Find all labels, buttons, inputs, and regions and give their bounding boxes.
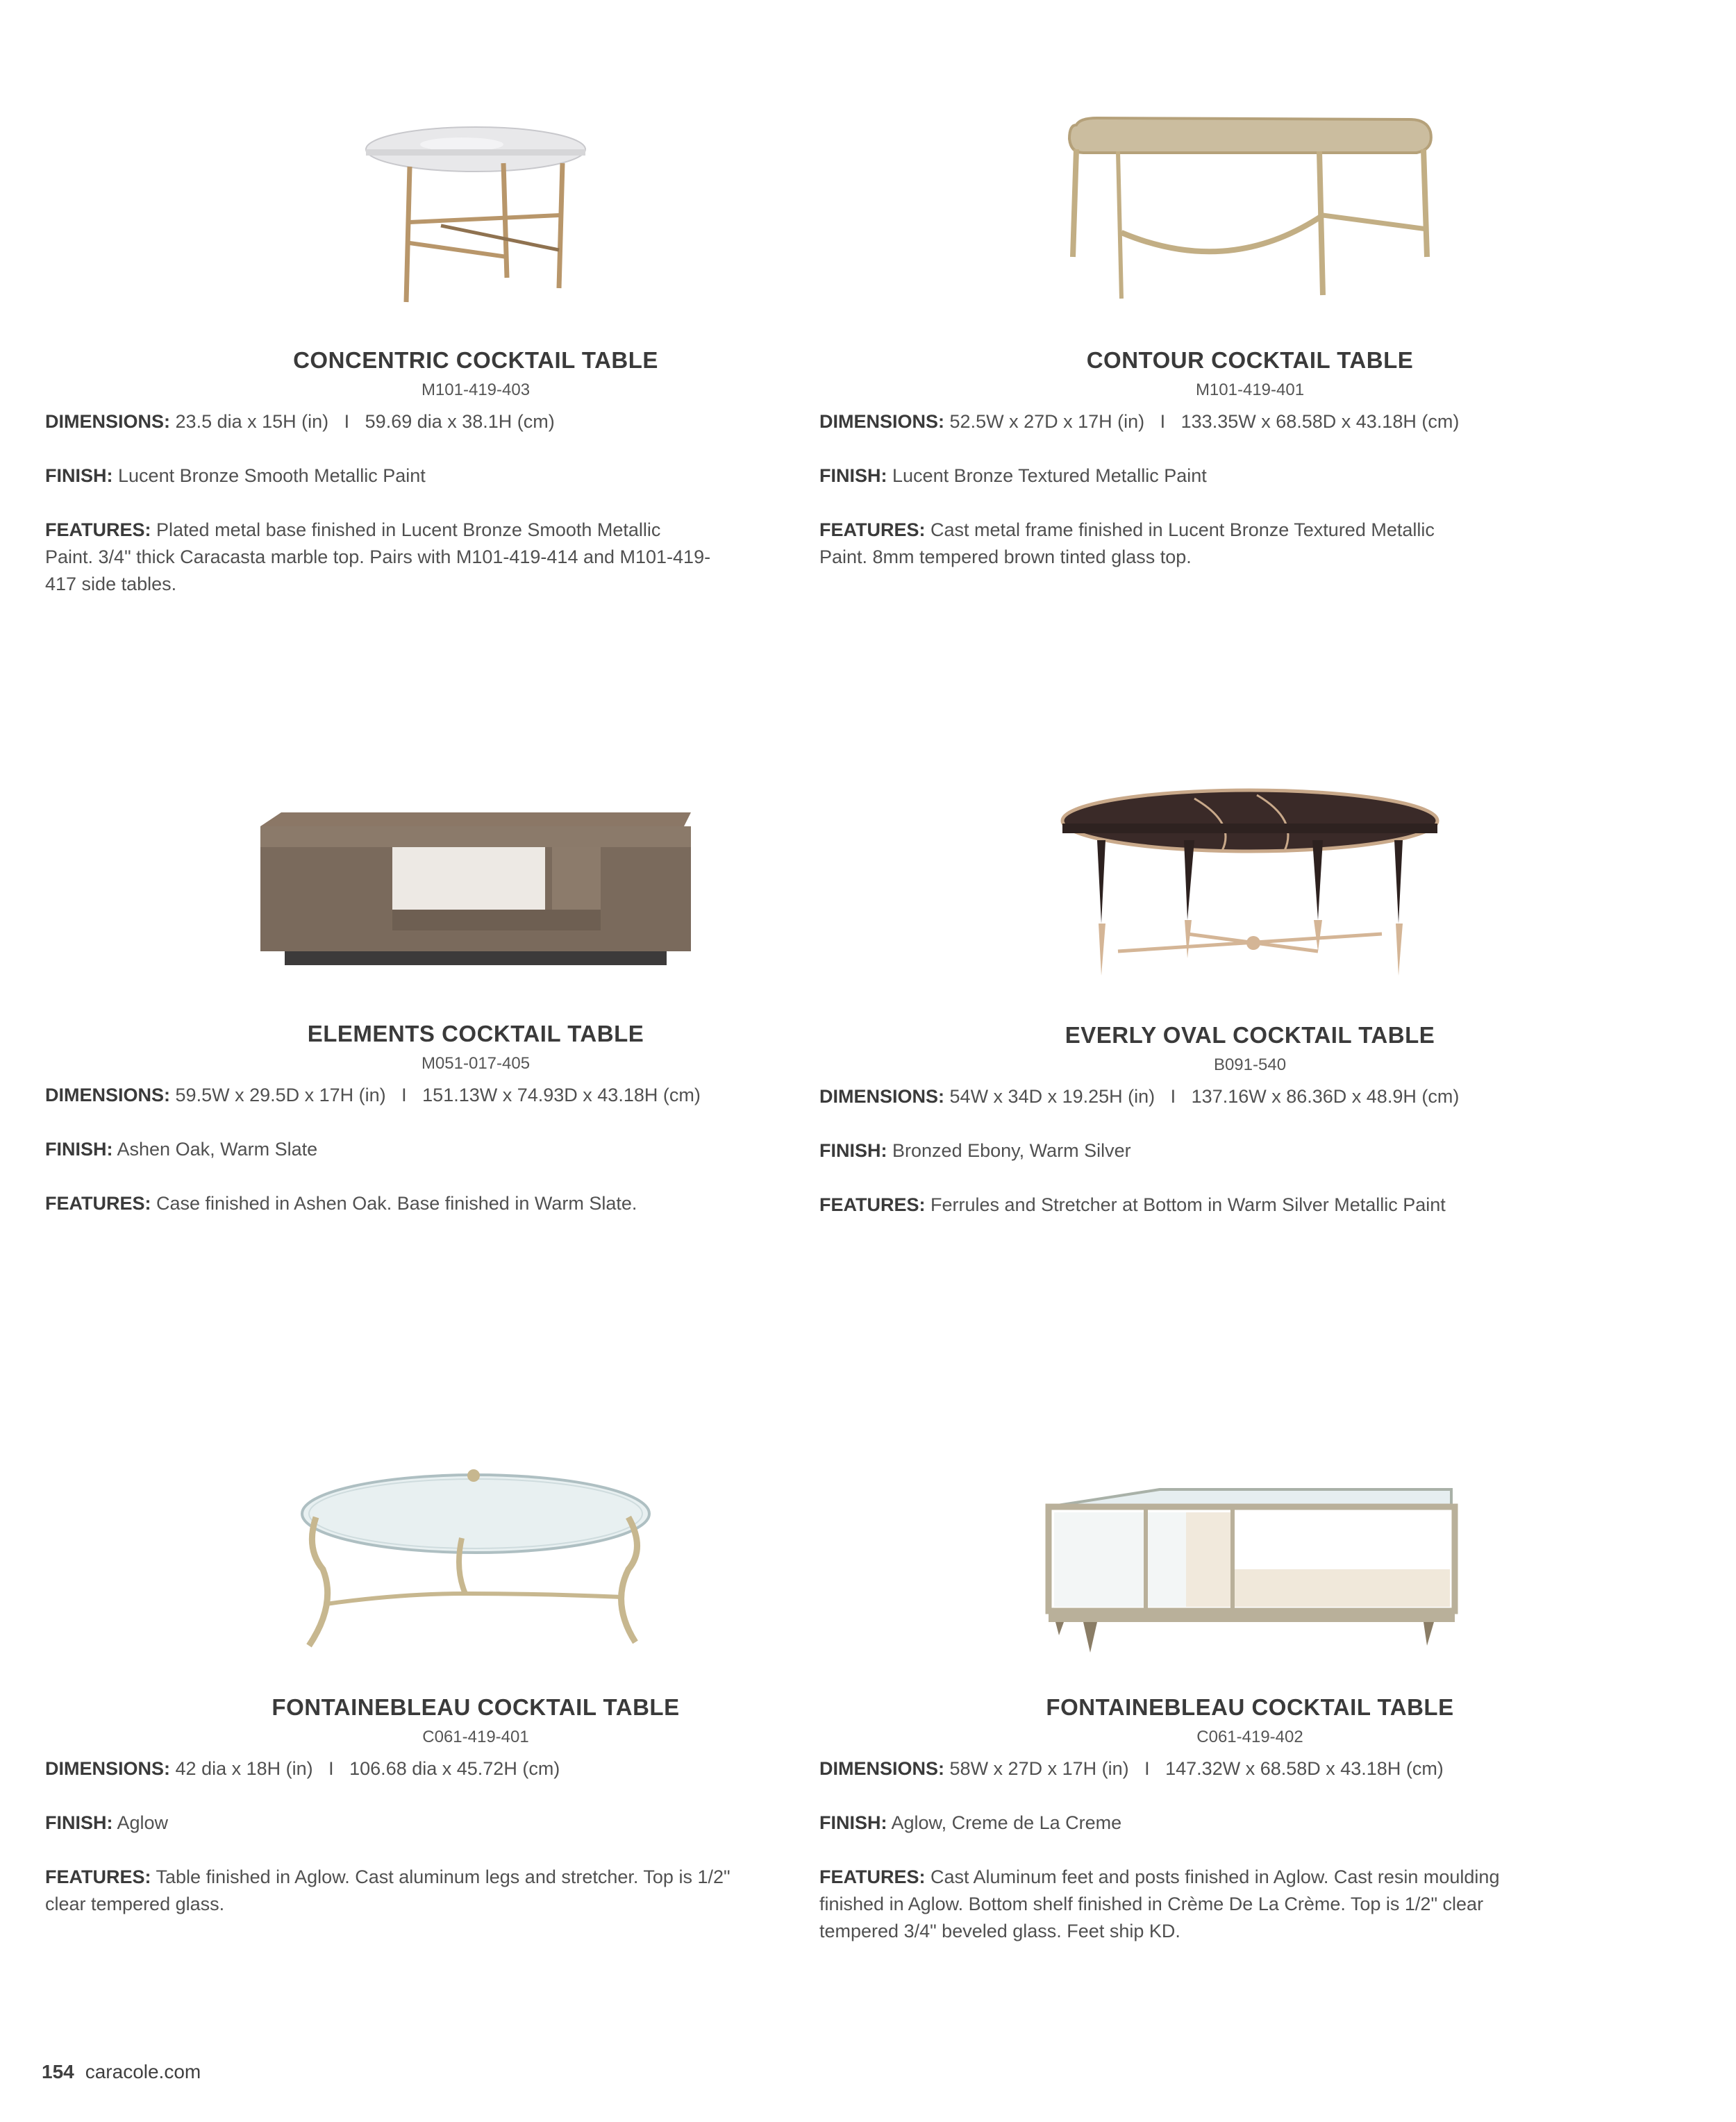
finish-row <box>45 1136 740 1163</box>
finish-value: Aglow, Creme de La Creme <box>891 1812 1122 1833</box>
finish-row <box>819 1810 1514 1837</box>
features-label: FEATURES: <box>819 1194 926 1215</box>
product-name: FONTAINEBLEAU COCKTAIL TABLE <box>272 1694 680 1720</box>
finish-row <box>819 462 1514 490</box>
features-value: Cast Aluminum feet and posts finished in Aglow. Cast resin moulding finished in Aglow. Bottom shelf finished in Crème De La Crème. Top is 1/2" clear tempered 3/4" beveled glass. Feet ship KD. <box>819 1866 1500 1941</box>
features-label: FEATURES: <box>819 1866 926 1887</box>
features-value: Ferrules and Stretcher at Bottom in Warm Silver Metallic Paint <box>930 1194 1446 1215</box>
product-image <box>128 785 823 979</box>
features-row <box>45 1190 712 1217</box>
product-name: EVERLY OVAL COCKTAIL TABLE <box>1065 1022 1435 1048</box>
dimensions-row <box>819 1083 1514 1110</box>
product-sku: M051-017-405 <box>421 1054 531 1073</box>
dimensions-value: 52.5W x 27D x 17H (in) I 133.35W x 68.58D x 43.18H (cm) <box>949 411 1460 432</box>
oval-ebony-table-image <box>1055 785 1444 986</box>
features-value: Table finished in Aglow. Cast aluminum legs and stretcher. Top is 1/2" clear tempered glass. <box>45 1866 731 1914</box>
product-image <box>903 785 1597 986</box>
finish-value: Lucent Bronze Smooth Metallic Paint <box>118 465 426 486</box>
finish-label: FINISH: <box>45 1139 113 1160</box>
product-sku: B091-540 <box>1213 1055 1287 1074</box>
footer-site-link[interactable]: caracole.com <box>85 2061 201 2082</box>
finish-value: Bronzed Ebony, Warm Silver <box>892 1140 1131 1161</box>
dimensions-value: 23.5 dia x 15H (in) I 59.69 dia x 38.1H (cm) <box>175 411 555 432</box>
rectangular-oak-table-image <box>253 799 698 979</box>
product-name: CONTOUR COCKTAIL TABLE <box>1086 347 1414 373</box>
finish-value: Ashen Oak, Warm Slate <box>117 1139 318 1160</box>
product-image <box>903 1458 1597 1666</box>
finish-label: FINISH: <box>45 465 113 486</box>
dimensions-row <box>45 408 740 435</box>
dimensions-label: DIMENSIONS: <box>45 411 171 432</box>
dimensions-label: DIMENSIONS: <box>819 1758 945 1779</box>
dimensions-label: DIMENSIONS: <box>45 1758 171 1779</box>
product-sku: M101-419-403 <box>421 381 531 399</box>
page-footer <box>42 2061 201 2083</box>
rectangular-glass-table-image <box>1035 1479 1465 1666</box>
product-sku: C061-419-402 <box>1196 1728 1303 1746</box>
dimensions-row <box>45 1082 740 1109</box>
product-sku: C061-419-401 <box>422 1728 529 1746</box>
dimensions-value: 42 dia x 18H (in) I 106.68 dia x 45.72H (cm) <box>175 1758 560 1779</box>
features-value: Cast metal frame finished in Lucent Bronze Textured Metallic Paint. 8mm tempered brown tinted glass top. <box>819 519 1435 567</box>
product-name: CONCENTRIC COCKTAIL TABLE <box>293 347 658 373</box>
dimensions-value: 59.5W x 29.5D x 17H (in) I 151.13W x 74.93D x 43.18H (cm) <box>175 1085 701 1105</box>
product-sku: M101-419-401 <box>1195 381 1305 399</box>
page-number: 154 <box>42 2061 74 2082</box>
features-label: FEATURES: <box>45 1866 151 1887</box>
finish-label: FINISH: <box>819 1140 887 1161</box>
product-image <box>128 1458 823 1666</box>
finish-value: Aglow <box>117 1812 169 1833</box>
features-value: Plated metal base finished in Lucent Bronze Smooth Metallic Paint. 3/4" thick Caracasta marble top. Pairs with M101-419-414 and M101-419-417 side tables. <box>45 519 711 594</box>
finish-row <box>819 1137 1514 1164</box>
round-glass-table-image <box>295 1458 656 1666</box>
finish-row <box>45 462 740 490</box>
finish-value: Lucent Bronze Textured Metallic Paint <box>892 465 1207 486</box>
features-row <box>819 1864 1507 1945</box>
finish-label: FINISH: <box>819 1812 887 1833</box>
features-row <box>819 517 1486 571</box>
dimensions-label: DIMENSIONS: <box>45 1085 171 1105</box>
dimensions-value: 54W x 34D x 19.25H (in) I 137.16W x 86.36D x 48.9H (cm) <box>949 1086 1460 1107</box>
dimensions-label: DIMENSIONS: <box>819 411 945 432</box>
contour-glass-table-image <box>1055 111 1444 312</box>
dimensions-row <box>819 1755 1514 1782</box>
features-value: Case finished in Ashen Oak. Base finished in Warm Slate. <box>156 1193 637 1214</box>
dimensions-value: 58W x 27D x 17H (in) I 147.32W x 68.58D x 43.18H (cm) <box>949 1758 1444 1779</box>
features-row <box>45 1864 740 1918</box>
product-image <box>903 111 1597 312</box>
features-label: FEATURES: <box>819 519 926 540</box>
finish-row <box>45 1810 740 1837</box>
round-marble-table-image <box>358 111 594 312</box>
dimensions-row <box>45 1755 740 1782</box>
product-image <box>128 111 823 312</box>
features-label: FEATURES: <box>45 1193 151 1214</box>
finish-label: FINISH: <box>819 465 887 486</box>
product-name: ELEMENTS COCKTAIL TABLE <box>307 1021 644 1046</box>
dimensions-row <box>819 408 1514 435</box>
features-row <box>819 1192 1486 1219</box>
features-label: FEATURES: <box>45 519 151 540</box>
product-name: FONTAINEBLEAU COCKTAIL TABLE <box>1046 1694 1454 1720</box>
features-row <box>45 517 712 598</box>
finish-label: FINISH: <box>45 1812 113 1833</box>
dimensions-label: DIMENSIONS: <box>819 1086 945 1107</box>
